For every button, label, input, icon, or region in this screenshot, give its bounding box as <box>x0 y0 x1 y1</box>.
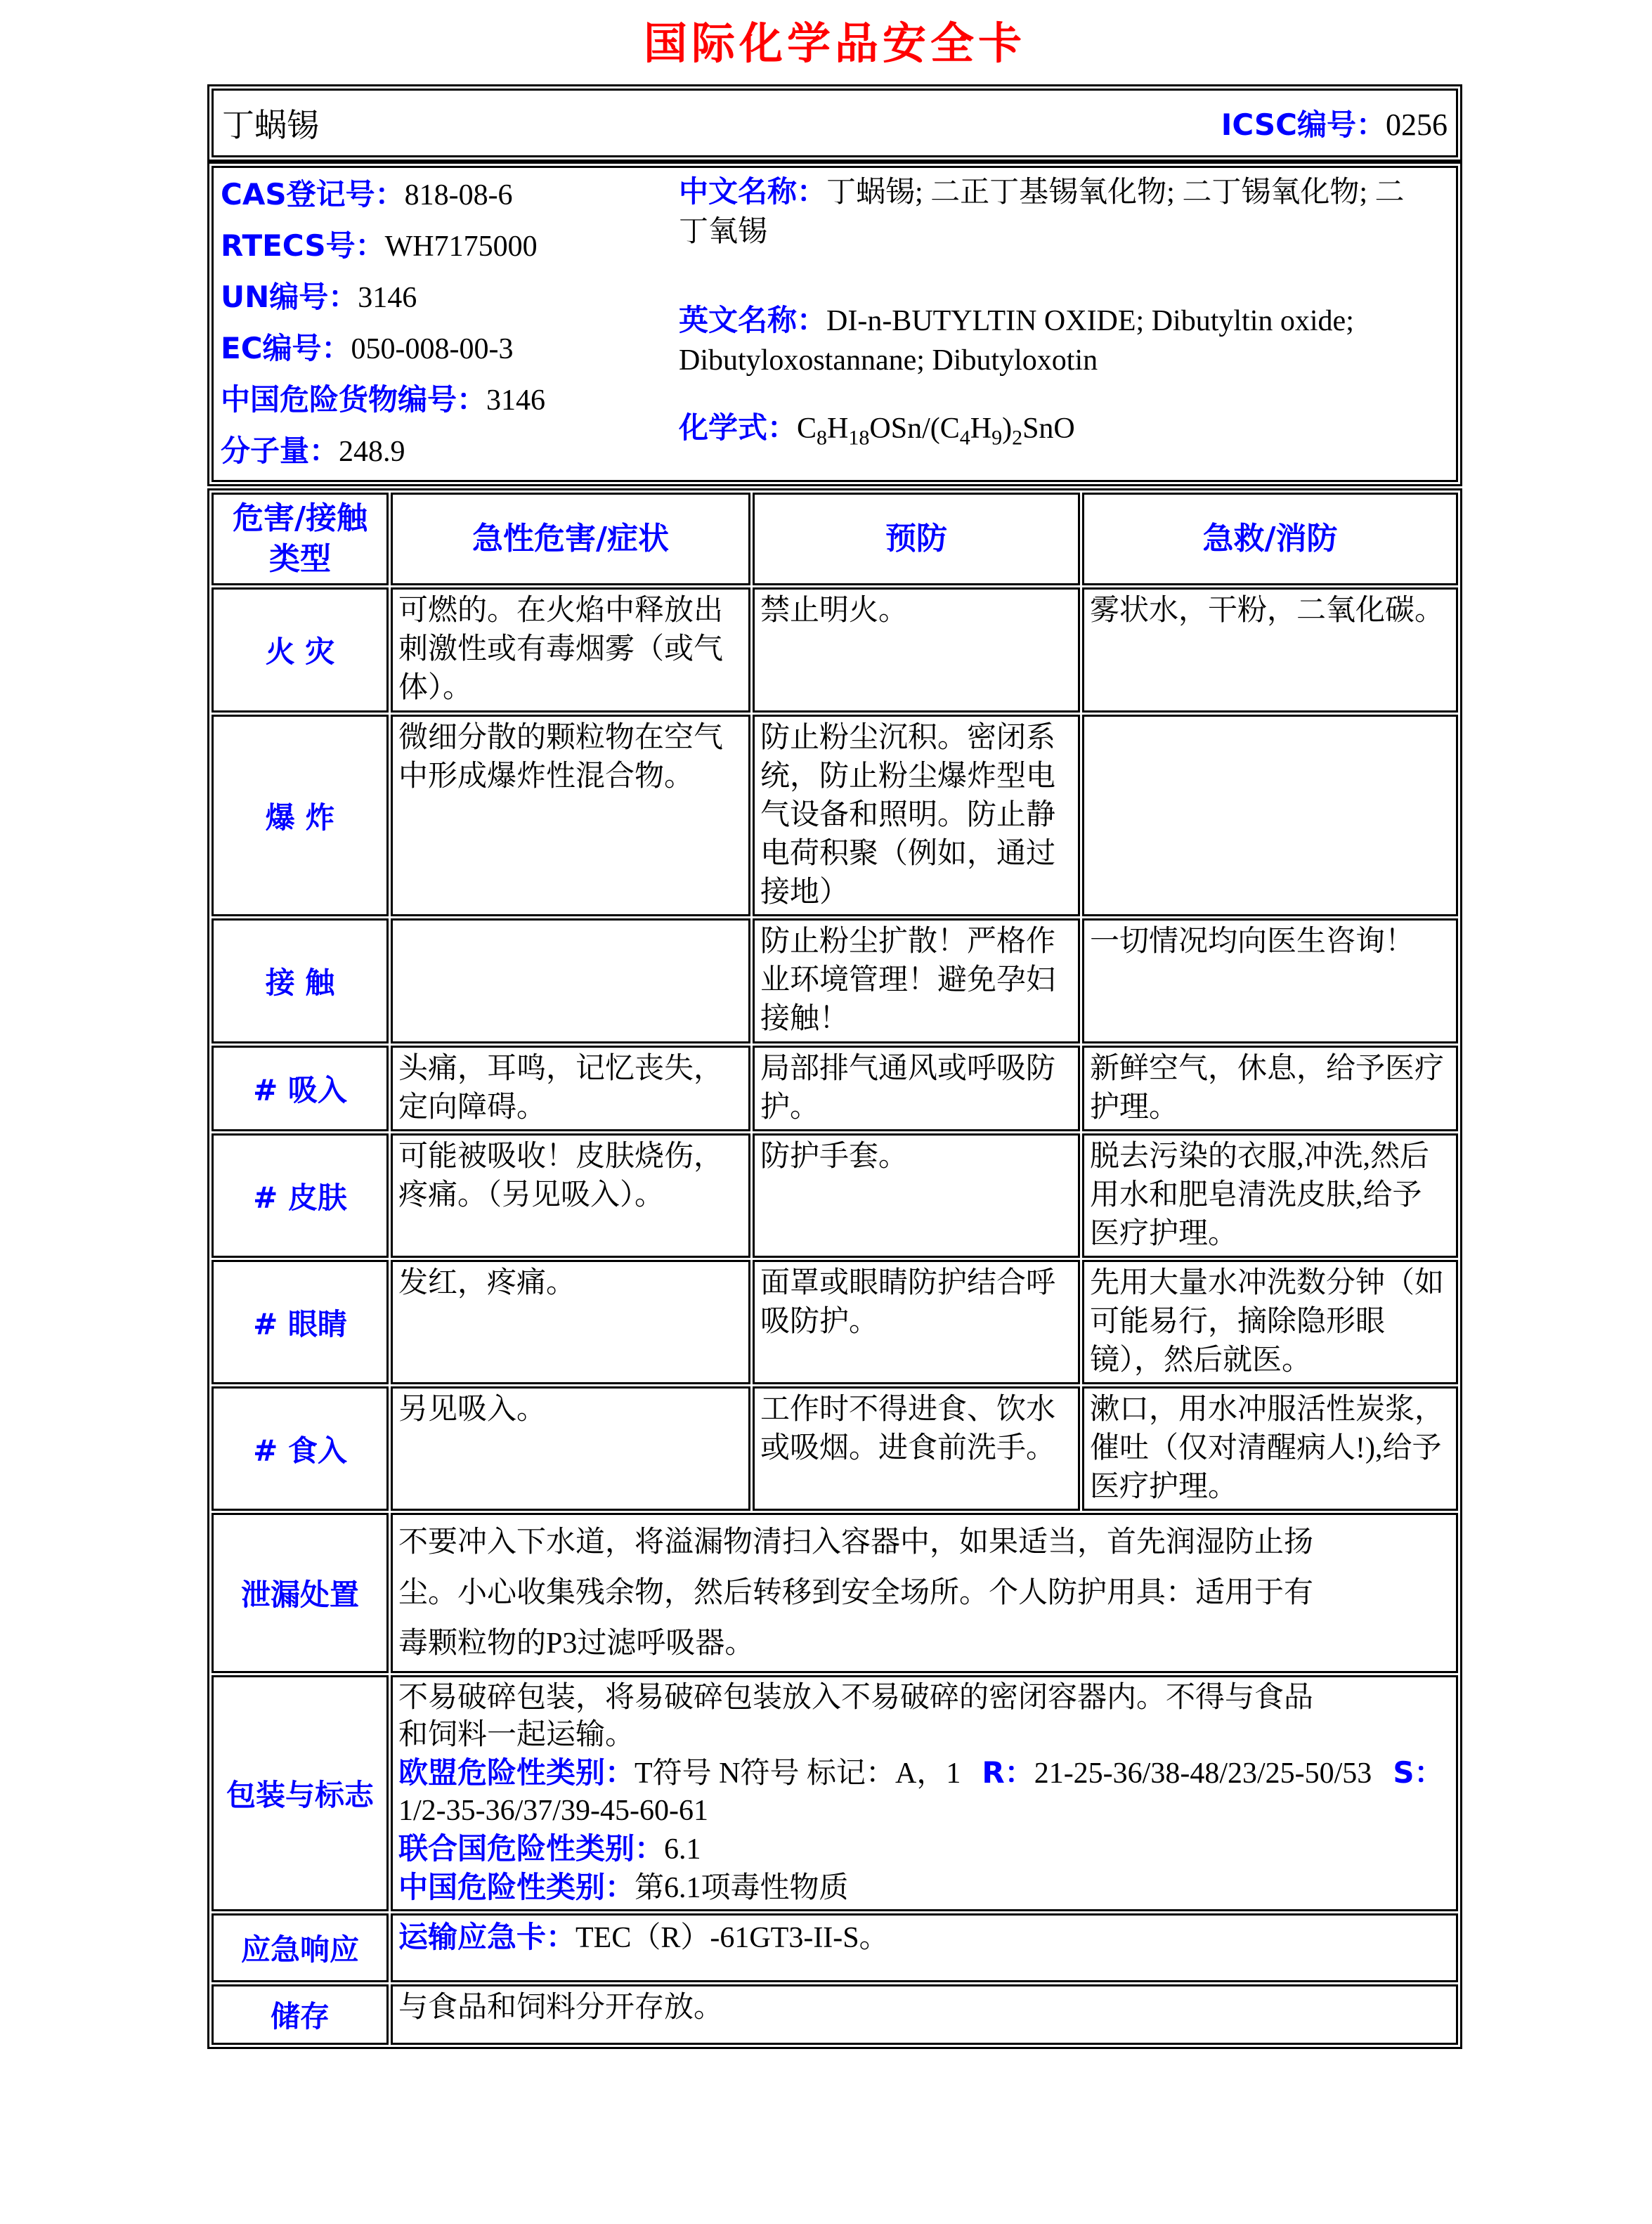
id-row-cas <box>221 172 676 223</box>
skin-label: # 皮肤 <box>212 1133 389 1258</box>
ingestion-response: 漱口，用水冲服活性炭浆，催吐（仅对清醒病人!),给予医疗护理。 <box>1082 1386 1458 1511</box>
transport-card-label: 运输应急卡： <box>398 1920 576 1954</box>
china-dg-value: 3146 <box>486 384 546 417</box>
id-row-rtecs <box>221 223 676 275</box>
identifier-list <box>214 168 676 480</box>
explosion-response <box>1082 715 1458 916</box>
english-name-label: 英文名称： <box>679 303 827 337</box>
inhalation-label: # 吸入 <box>212 1046 389 1131</box>
explosion-prevention: 防止粉尘沉积。密闭系统，防止粉尘爆炸型电气设备和照明。防止静电荷积聚（例如，通过接地） <box>753 715 1080 916</box>
storage-text: 与食品和饲料分开存放。 <box>391 1984 1458 2045</box>
exposure-symptoms <box>391 918 750 1043</box>
spill-text-cell <box>391 1513 1458 1673</box>
id-row-molweight <box>221 429 676 480</box>
chinese-name-value: 丁蜗锡; 二正丁基锡氧化物; 二丁锡氧化物; 二丁氧锡 <box>679 176 1405 248</box>
hazard-row-fire <box>212 587 1458 713</box>
storage-row <box>212 1984 1458 2045</box>
header-acute-symptoms: 急性危害/症状 <box>391 493 750 585</box>
skin-symptoms: 可能被吸收！皮肤烧伤，疼痛。（另见吸入）。 <box>391 1133 750 1258</box>
eu-class-value: T符号 N符号 标记：A，1 <box>635 1757 961 1790</box>
cas-value: 818-08-6 <box>404 179 513 212</box>
spill-row <box>212 1513 1458 1673</box>
eyes-label: # 眼睛 <box>212 1260 389 1384</box>
spill-label: 泄漏处置 <box>212 1513 389 1673</box>
icsc-number-group <box>1221 102 1448 144</box>
s-phrases-label: S： <box>1393 1755 1444 1790</box>
cn-class-label: 中国危险性类别： <box>398 1870 635 1904</box>
skin-response: 脱去污染的衣服,冲洗,然后用水和肥皂清洗皮肤,给予医疗护理。 <box>1082 1133 1458 1258</box>
ingestion-label: # 食入 <box>212 1386 389 1511</box>
eyes-symptoms: 发红，疼痛。 <box>391 1260 750 1384</box>
emergency-label: 应急响应 <box>212 1913 389 1982</box>
china-dg-label: 中国危险货物编号： <box>221 382 487 417</box>
storage-label: 储存 <box>212 1984 389 2045</box>
hazard-row-exposure <box>212 918 1458 1043</box>
fire-prevention: 禁止明火。 <box>753 587 1080 713</box>
header-hazard-type: 危害/接触类型 <box>212 493 389 585</box>
emergency-cell <box>391 1913 1458 1982</box>
molweight-label: 分子量： <box>221 434 339 468</box>
id-row-un <box>221 275 676 326</box>
chinese-name-label: 中文名称： <box>679 174 827 209</box>
page-title: 国际化学品安全卡 <box>643 18 1026 69</box>
icsc-document <box>207 0 1462 2049</box>
emergency-row <box>212 1913 1458 1982</box>
fire-response: 雾状水，干粉，二氧化碳。 <box>1082 587 1458 713</box>
r-phrases-value: 21-25-36/38-48/23/25-50/53 <box>1034 1757 1372 1790</box>
rtecs-label: RTECS号： <box>221 228 385 263</box>
r-phrases-label: R： <box>982 1755 1034 1790</box>
skin-prevention: 防护手套。 <box>753 1133 1080 1258</box>
identification-table <box>207 162 1462 486</box>
explosion-symptoms: 微细分散的颗粒物在空气中形成爆炸性混合物。 <box>391 715 750 916</box>
molweight-value: 248.9 <box>339 436 405 468</box>
ingestion-symptoms: 另见吸入。 <box>391 1386 750 1511</box>
packaging-eu-line <box>398 1754 1449 1830</box>
un-value: 3146 <box>358 282 417 314</box>
spill-text: 不要冲入下水道，将溢漏物清扫入容器中，如果适当，首先润湿防止扬尘。小心收集残余物，然后转移到安全场所。个人防护用具：适用于有毒颗粒物的P3过滤呼吸器。 <box>398 1526 1314 1660</box>
inhalation-response: 新鲜空气，休息，给予医疗护理。 <box>1082 1046 1458 1131</box>
english-name-group <box>679 301 1417 380</box>
fire-label: 火 灾 <box>212 587 389 713</box>
un-class-label: 联合国危险性类别： <box>398 1831 665 1866</box>
rtecs-value: WH7175000 <box>384 230 538 263</box>
cas-label: CAS登记号： <box>221 177 405 212</box>
hazard-header-row <box>212 493 1458 585</box>
eyes-prevention: 面罩或眼睛防护结合呼吸防护。 <box>753 1260 1080 1384</box>
un-label: UN编号： <box>221 280 358 314</box>
formula-group <box>679 408 1417 448</box>
packaging-cn-line <box>398 1868 1449 1907</box>
ec-label: EC编号： <box>221 331 351 365</box>
chemical-formula-value: $C_8H_{18}OSn/(C_4H_9)_2SnO$ <box>797 412 1075 450</box>
hazard-table <box>207 488 1462 2049</box>
packaging-intro: 不易破碎包装，将易破碎包装放入不易破碎的密闭容器内。不得与食品和饲料一起运输。 <box>398 1682 1314 1751</box>
hazard-row-skin <box>212 1133 1458 1258</box>
english-name-value: DI-n-BUTYLTIN OXIDE; Dibutyltin oxide; Dibutyloxostannane; Dibutyloxotin <box>679 305 1354 377</box>
hazard-row-explosion <box>212 715 1458 916</box>
hazard-row-inhalation <box>212 1046 1458 1131</box>
exposure-response: 一切情况均向医生咨询！ <box>1082 918 1458 1043</box>
icsc-label: ICSC编号： <box>1221 108 1386 142</box>
header-first-aid: 急救/消防 <box>1082 493 1458 585</box>
hazard-row-ingestion <box>212 1386 1458 1511</box>
fire-symptoms: 可燃的。在火焰中释放出刺激性或有毒烟雾（或气体）。 <box>391 587 750 713</box>
packaging-row <box>212 1675 1458 1911</box>
chemical-formula-label: 化学式： <box>679 410 798 445</box>
id-row-ec <box>221 326 676 377</box>
substance-name: 丁蜗锡 <box>222 108 319 143</box>
transport-card-value: TEC（R）-61GT3-II-S。 <box>575 1922 889 1954</box>
exposure-prevention: 防止粉尘扩散！严格作业环境管理！避免孕妇接触！ <box>753 918 1080 1043</box>
chinese-name-group <box>679 172 1417 252</box>
hazard-row-eyes <box>212 1260 1458 1384</box>
name-list <box>676 168 1417 480</box>
substance-header-table <box>207 84 1462 162</box>
un-class-value: 6.1 <box>664 1833 701 1866</box>
s-phrases-value: 1/2-35-36/37/39-45-60-61 <box>398 1795 708 1827</box>
eyes-response: 先用大量水冲洗数分钟（如可能易行，摘除隐形眼镜），然后就医。 <box>1082 1260 1458 1384</box>
packaging-un-line <box>398 1830 1449 1868</box>
exposure-label: 接 触 <box>212 918 389 1043</box>
packaging-cell <box>391 1675 1458 1911</box>
eu-class-label: 欧盟危险性类别： <box>398 1755 635 1790</box>
explosion-label: 爆 炸 <box>212 715 389 916</box>
ec-value: 050-008-00-3 <box>351 333 514 365</box>
ingestion-prevention: 工作时不得进食、饮水或吸烟。进食前洗手。 <box>753 1386 1080 1511</box>
icsc-number: 0256 <box>1386 108 1448 142</box>
header-prevention: 预防 <box>753 493 1080 585</box>
inhalation-prevention: 局部排气通风或呼吸防护。 <box>753 1046 1080 1131</box>
cn-class-value: 第6.1项毒性物质 <box>635 1872 849 1904</box>
inhalation-symptoms: 头痛，耳鸣，记忆丧失，定向障碍。 <box>391 1046 750 1131</box>
packaging-label: 包装与标志 <box>212 1675 389 1911</box>
id-row-china-dg <box>221 377 676 429</box>
